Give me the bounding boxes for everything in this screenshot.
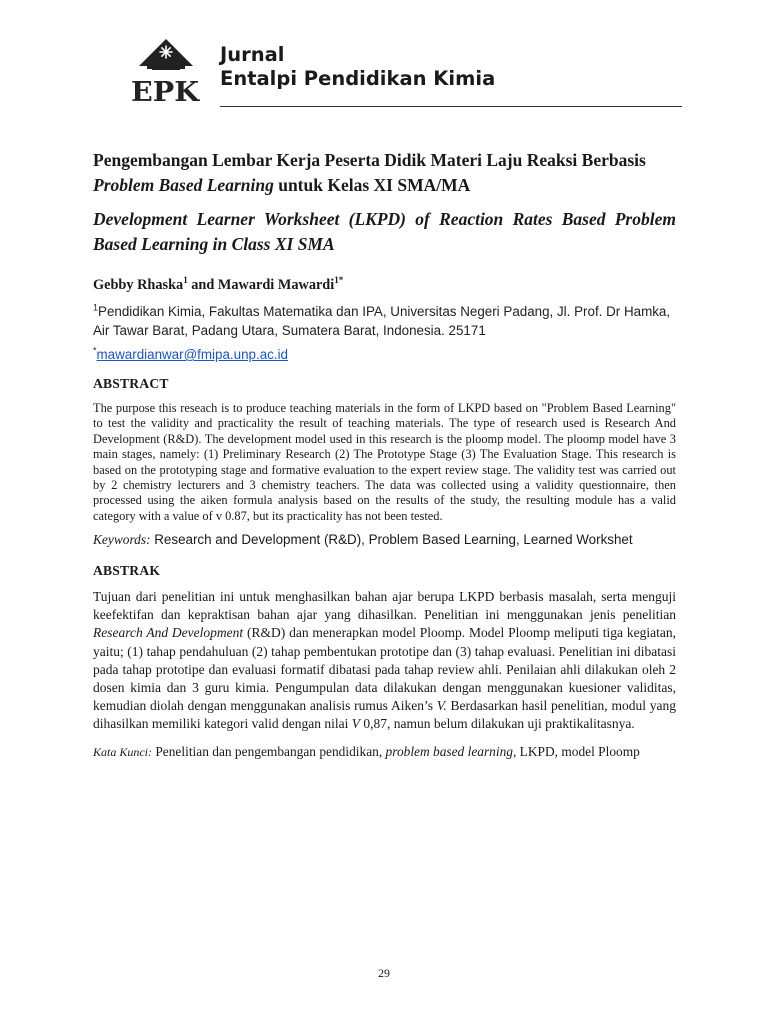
abstrak-text-2: (R&D) dan menerapkan model Ploomp. Model Ploomp meliputi tiga kegiatan, yaitu; (1) tahap pendahuluan (2) tahap pembentukan prototipe dan (3) tahap evaluasi. Penelitian ini dibatasi pada tahap prototipe dan evaluasi formatif dibatasi pada tahap review ahli. Penilaian ahli dilakukan oleh 2 dosen kimia dan 3 guru kimia. Pengumpulan data dilakukan dengan menggunakan kuesioner validitas, kemudian diolah dengan menggunakan analisis rumus Aiken’s bbox=[93, 625, 676, 713]
author-list bbox=[93, 276, 676, 294]
journal-name bbox=[220, 43, 495, 91]
article-body bbox=[93, 148, 676, 762]
journal-name-line2: Entalpi Pendidikan Kimia bbox=[220, 67, 496, 90]
title-id-text-1: Pengembangan Lembar Kerja Peserta Didik Materi Laju Reaksi Berbasis bbox=[93, 150, 646, 170]
kata-kunci-label: Kata Kunci: bbox=[93, 745, 152, 759]
email-sup: * bbox=[93, 345, 97, 356]
kata-kunci-text-1: Penelitian dan pengembangan pendidikan, bbox=[152, 744, 386, 759]
keywords-label: Keywords: bbox=[93, 532, 151, 548]
article-title-english: Development Learner Worksheet (LKPD) of Reaction Rates Based Problem Based Learning in Class XI SMA bbox=[93, 209, 676, 254]
author-conj: and bbox=[187, 277, 218, 293]
title-id-italic: Problem Based Learning bbox=[93, 175, 274, 195]
abstract-text: The purpose this reseach is to produce teaching materials in the form of LKPD based on "Problem Based Learning" to test the validity and practicality the result of teaching materials. The type of research used is Research And Development (R&D). The development model used in this research is the ploomp model. The ploomp model have 3 main stages, namely: (1) Preliminary Research (2) The Prototype Stage (3) The Evaluation Stage. This research is based on the prototyping stage and formative evaluation to the expert review stage. The validity test was carried out by 2 chemistry lecturers and 3 chemistry teachers. The data was collected using a validity questionnaire, then processed using the aiken formula analysis based on the results of the study, the resulting module has a valid category with a value of v 0.87, but its practicality has not been tested. bbox=[93, 401, 676, 523]
abstrak-heading: ABSTRAK bbox=[93, 563, 161, 579]
corresponding-email-line bbox=[93, 346, 676, 364]
abstract-heading: ABSTRACT bbox=[93, 376, 169, 391]
abstrak-text-3: Berdasarkan hasil penelitian, modul yang dihasilkan memiliki kategori valid dengan nilai bbox=[93, 697, 677, 731]
keywords-text: Research and Development (R&D), Problem Based Learning, Learned Workshet bbox=[150, 532, 633, 548]
logo-text: EPK bbox=[131, 77, 201, 104]
author-2-sup: 1* bbox=[334, 275, 344, 286]
kata-kunci-text-2: , LKPD, model Ploomp bbox=[512, 744, 640, 759]
affiliation-sup: 1 bbox=[93, 302, 99, 313]
header-rule bbox=[220, 106, 682, 107]
author-2: Mawardi Mawardi bbox=[217, 277, 335, 293]
title-id-text-2: untuk Kelas XI SMA/MA bbox=[273, 175, 471, 195]
keywords bbox=[93, 531, 676, 549]
abstrak-italic-3: V bbox=[351, 715, 360, 731]
journal-name-line1: Jurnal bbox=[220, 43, 285, 66]
author-1: Gebby Rhaska bbox=[93, 277, 184, 293]
journal-header bbox=[128, 26, 682, 108]
page-number: 29 bbox=[378, 966, 390, 980]
abstrak-text-1: Tujuan dari penelitian ini untuk menghasilkan bahan ajar berupa LKPD berbasis masalah, serta menguji keefektifan dan kepraktisan bahan ajar yang dihasilkan. Penelitian ini menggunakan jenis penelitian bbox=[93, 589, 676, 623]
abstrak-text-4: 0,87, namun belum dilakukan uji praktikalitasnya. bbox=[359, 715, 635, 731]
abstrak-italic-2: V. bbox=[436, 697, 447, 713]
article-title-indonesian bbox=[93, 148, 676, 198]
epk-logo-icon bbox=[128, 26, 202, 104]
affiliation-text: Pendidikan Kimia, Fakultas Matematika dan IPA, Universitas Negeri Padang, Jl. Prof. Dr Hamka, Air Tawar Barat, Padang Utara, Sumatera Barat, Indonesia. 25171 bbox=[93, 304, 671, 338]
author-1-sup: 1 bbox=[183, 275, 188, 286]
corresponding-email-link[interactable]: mawardianwar@fmipa.unp.ac.id bbox=[96, 347, 288, 362]
abstrak-text bbox=[93, 588, 676, 733]
affiliation bbox=[93, 302, 676, 340]
kata-kunci bbox=[93, 743, 676, 762]
kata-kunci-italic: problem based learning bbox=[385, 744, 513, 759]
abstrak-italic-1: Research And Development bbox=[93, 625, 244, 641]
